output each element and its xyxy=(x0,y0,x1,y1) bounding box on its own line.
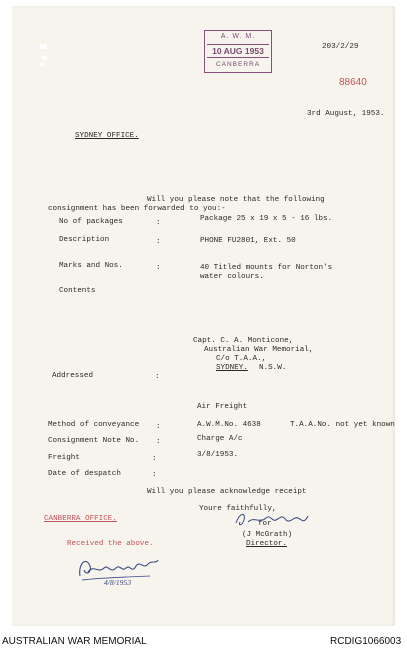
address-line-1: Capt. C. A. Monticone, xyxy=(193,337,294,345)
marks-label: Marks and Nos. xyxy=(59,262,123,270)
footer-right: RCDIG1066003 xyxy=(330,636,402,647)
description-label: Description xyxy=(59,236,110,244)
signatory-title: Director. xyxy=(246,540,288,548)
addressed-label: Addressed xyxy=(52,372,94,380)
colon: : xyxy=(156,219,161,227)
marks-value-2: water colours. xyxy=(200,273,264,281)
contents-label: Contents xyxy=(59,287,96,295)
address-line-2: Australian War Memorial, xyxy=(204,346,314,354)
received-stamp xyxy=(204,30,272,73)
for-label: for xyxy=(258,520,272,528)
marks-value-1: 40 Titled mounts for Norton's xyxy=(200,264,333,272)
acknowledge-line: Will you please acknowledge receipt xyxy=(147,488,307,496)
conveyance-value: Air Freight xyxy=(197,403,248,411)
colon: : xyxy=(156,264,161,272)
closing-line: Youre faithfully, xyxy=(199,505,277,513)
address-city: SYDNEY. xyxy=(216,364,248,372)
document-page xyxy=(12,6,395,626)
colon: : xyxy=(152,471,157,479)
address-line-3: C/o T.A.A., xyxy=(216,355,267,363)
punch-hole xyxy=(40,44,47,49)
addressee: SYDNEY OFFICE. xyxy=(75,132,139,140)
taa-number: T.A.A.No. not yet known xyxy=(290,421,395,429)
freight-value: 3/8/1953. xyxy=(197,451,239,459)
file-reference: 203/2/29 xyxy=(322,43,359,51)
receipt-date: 4/8/1953 xyxy=(104,578,132,587)
packages-value: Package 25 x 19 x 5 - 16 lbs. xyxy=(200,215,333,223)
address-state: N.S.W. xyxy=(259,364,287,372)
registration-number: 88640 xyxy=(339,77,367,88)
consignment-value: Charge A/c xyxy=(197,435,243,443)
conveyance-label: Method of conveyance xyxy=(48,421,140,429)
letter-date: 3rd August, 1953. xyxy=(307,110,385,118)
awm-number: A.W.M.No. 4638 xyxy=(197,421,261,429)
punch-hole xyxy=(40,63,44,66)
received-note: Received the above. xyxy=(67,540,154,548)
consignment-label: Consignment Note No. xyxy=(48,437,140,445)
punch-hole xyxy=(42,56,47,60)
freight-label: Freight xyxy=(48,454,80,462)
director-signature xyxy=(232,508,314,530)
canberra-office: CANBERRA OFFICE. xyxy=(44,515,117,523)
description-value: PHONE FU2801, Ext. 50 xyxy=(200,237,296,245)
stamp-org: A. W. M. xyxy=(220,33,256,40)
stamp-place: CANBERRA xyxy=(215,61,261,68)
intro-line-1: Will you please note that the following xyxy=(147,196,325,204)
colon: : xyxy=(155,373,160,381)
footer-left: AUSTRALIAN WAR MEMORIAL xyxy=(2,636,147,647)
colon: : xyxy=(152,455,157,463)
colon: : xyxy=(156,238,161,246)
intro-line-2: consignment has been forwarded to you:- xyxy=(48,205,226,213)
signatory-name: (J McGrath) xyxy=(242,531,293,539)
stamp-date: 10 AUG 1953 xyxy=(207,44,269,58)
packages-label: No of packages xyxy=(59,218,123,226)
colon: : xyxy=(156,438,161,446)
colon: : xyxy=(156,423,161,431)
despatch-label: Date of despatch xyxy=(48,470,121,478)
